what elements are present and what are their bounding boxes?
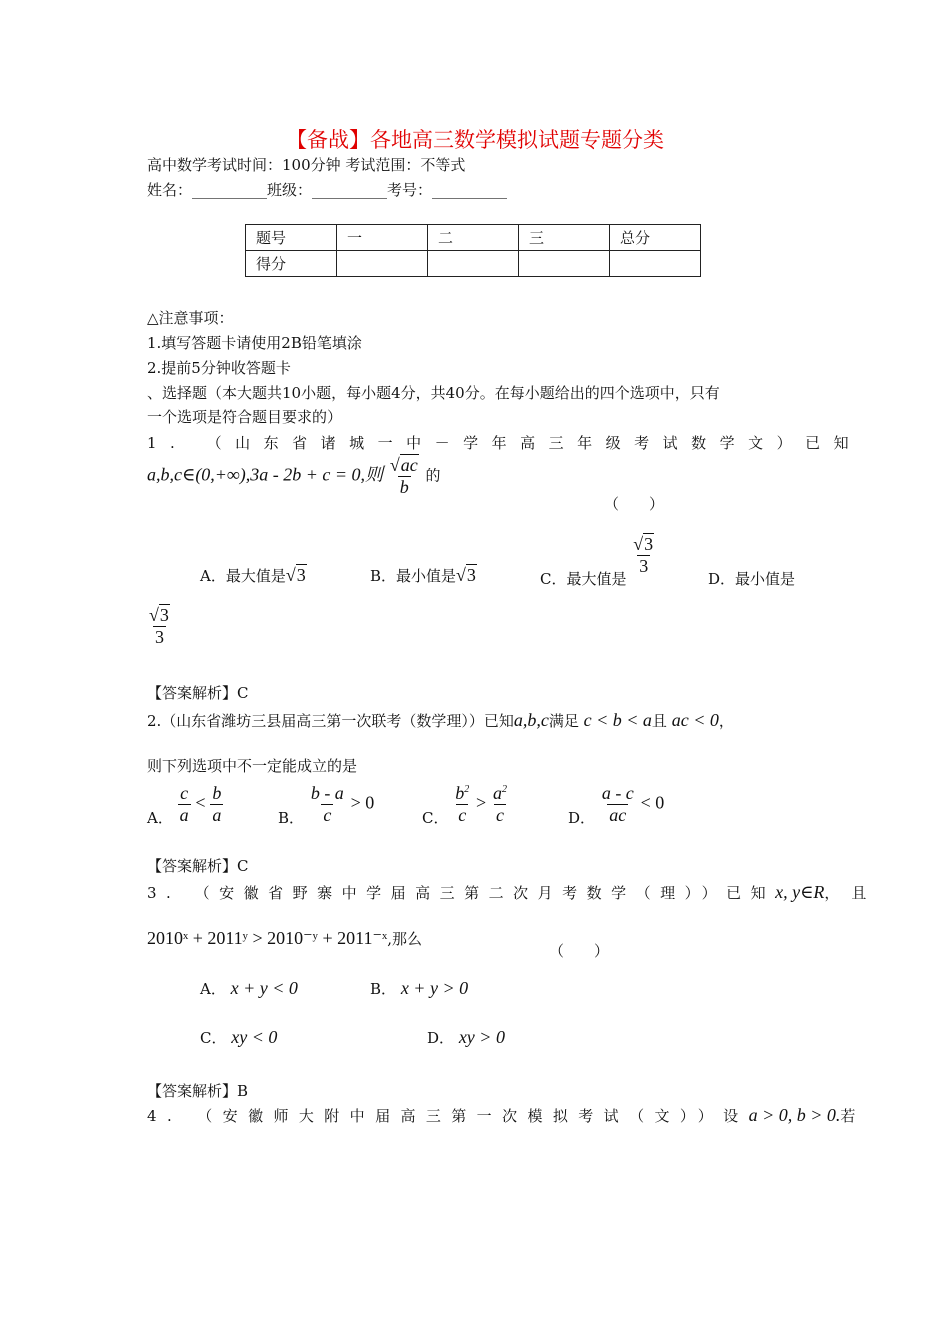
page-title: 【备战】各地高三数学模拟试题专题分类: [286, 128, 664, 152]
q2-vars: a,b,c: [513, 710, 549, 730]
q3-option-d[interactable]: [427, 1027, 505, 1048]
q1-option-c-den: 3: [639, 556, 649, 576]
q1-answer: 【答案解析】C: [147, 684, 249, 702]
q2-c-right-exp: 2: [501, 784, 507, 795]
q2-b-num: b - a: [310, 783, 344, 803]
q2-a-left: [178, 783, 191, 826]
q2-a-left-den: a: [179, 805, 189, 825]
q2-option-d[interactable]: [568, 783, 664, 826]
q3-cond: x, y∈R: [775, 882, 825, 902]
q2-stem: [147, 710, 734, 731]
q3-option-a[interactable]: [200, 978, 298, 999]
q1-answer-bracket: （ ）: [604, 495, 665, 513]
q3-option-c-text: xy < 0: [231, 1027, 278, 1047]
score-input-cell[interactable]: [337, 251, 428, 277]
q1-option-c-value: $\frac{√3}{3}$: [633, 534, 654, 576]
q4-stem: [147, 1105, 855, 1126]
q4-header: 4. （安徽师大附中届高三第一次模拟考试（文））设: [147, 1107, 749, 1125]
score-table: [245, 224, 701, 277]
q1-option-d-den: 3: [154, 627, 164, 647]
q2-c-left-num: b: [455, 783, 465, 803]
q2-c-left-den: c: [458, 805, 467, 825]
q3-stem: [147, 882, 878, 903]
q1-option-c-radicand: 3: [644, 534, 654, 554]
q1-suffix: 的: [425, 466, 441, 485]
q1-option-a[interactable]: [200, 565, 307, 586]
q2-mid2: 且: [651, 712, 667, 730]
q2-d-frac: [600, 783, 636, 826]
q3-inequality: 2010ˣ + 2011ʸ > 2010⁻ʸ + 2011⁻ˣ: [147, 928, 388, 948]
q2-c-left: [453, 783, 471, 826]
score-header-cell: 一: [337, 225, 428, 251]
q3-option-a-text: x + y < 0: [230, 978, 298, 998]
note-item: 2.提前5分钟收答题卡: [147, 359, 291, 377]
score-table-header-row: [246, 225, 701, 251]
q3-option-d-text: xy > 0: [458, 1027, 505, 1047]
q2-option-d-label: D．: [568, 808, 596, 827]
q1-option-d-label: D．最小值是: [708, 570, 796, 588]
q2-a-right-num: b: [212, 783, 222, 803]
score-header-cell: 三: [519, 225, 610, 251]
score-input-cell[interactable]: [428, 251, 519, 277]
q1-option-d[interactable]: [708, 568, 795, 589]
q1-option-d-frac: $\frac{√3}{3}$: [149, 605, 169, 647]
q1-stem: [147, 455, 441, 498]
q4-tail: 若: [840, 1107, 856, 1125]
q2-a-left-num: c: [180, 783, 189, 803]
q2-option-b-label: B．: [278, 808, 305, 827]
q3-option-b-label: B．: [370, 980, 397, 998]
q2-tail: ，: [718, 712, 734, 730]
q1-option-b-radicand: 3: [466, 565, 476, 585]
q4-cond: a > 0, b > 0.: [748, 1105, 841, 1125]
q1-option-d-radicand: 3: [159, 605, 169, 625]
q3-ineq-line: [147, 928, 422, 949]
q2-d-num: a - c: [601, 783, 634, 803]
q1-frac-num: ac: [400, 455, 418, 475]
q3-then: ,那么: [387, 930, 422, 948]
q2-c-right-num: a: [492, 783, 502, 803]
score-header-cell: 题号: [246, 225, 337, 251]
q2-c-right: [491, 783, 509, 826]
q3-header: 3. （安徽省野寨中学届高三第二次月考数学（理））已知: [147, 884, 776, 902]
score-table-row: [246, 251, 701, 277]
q1-option-b-label: B．最小值是: [370, 567, 457, 585]
q2-stem-cont: 则下列选项中不一定能成立的是: [147, 757, 358, 775]
q3-option-c[interactable]: [200, 1027, 277, 1048]
q2-option-a[interactable]: [147, 783, 223, 826]
q3-option-b[interactable]: [370, 978, 468, 999]
q2-option-c[interactable]: [422, 783, 509, 826]
q2-a-right: [210, 783, 223, 826]
q2-a-right-den: a: [212, 805, 222, 825]
q1-fraction: $\frac{√ac}{b}$: [389, 455, 418, 497]
q2-cond1: c < b < a: [583, 710, 652, 730]
score-input-cell[interactable]: [610, 251, 701, 277]
q3-answer: 【答案解析】B: [147, 1082, 249, 1100]
student-info-line: 姓名：__________班级：__________考号：__________: [147, 181, 508, 199]
score-input-cell[interactable]: [519, 251, 610, 277]
q3-option-d-label: D．: [427, 1029, 455, 1047]
section-instructions: 、选择题（本大题共10小题，每小题4分，共40分。在每小题给出的四个选项中，只有: [147, 384, 720, 402]
q2-a-op: <: [195, 792, 206, 813]
note-item: 1.填写答题卡请使用2B铅笔填涂: [147, 334, 362, 352]
section-instructions-cont: 一个选项是符合题目要求的）: [147, 408, 343, 426]
sqrt-icon: √3: [456, 565, 476, 585]
q2-d-rhs: < 0: [640, 792, 665, 813]
q2-answer: 【答案解析】C: [147, 857, 249, 875]
q3-option-c-label: C．: [200, 1029, 227, 1047]
q2-c-right-den: c: [495, 805, 504, 825]
q2-b-frac: [309, 783, 346, 826]
q2-b-den: c: [323, 805, 332, 825]
q1-option-b[interactable]: [370, 565, 477, 586]
q1-condition: a,b,c∈(0,+∞),3a - 2b + c = 0,则: [147, 464, 384, 485]
q1-option-a-label: A．最大值是: [200, 567, 286, 585]
q2-b-rhs: > 0: [350, 792, 375, 813]
q2-option-c-label: C．: [422, 808, 449, 827]
q2-mid1: 满足: [548, 712, 579, 730]
q2-cond2: ac < 0: [671, 710, 719, 730]
q2-c-left-exp: 2: [464, 784, 470, 795]
q3-answer-bracket: （ ）: [549, 942, 610, 960]
q1-option-d-value: [147, 605, 172, 648]
q2-option-a-label: A．: [147, 808, 173, 827]
q3-option-b-text: x + y > 0: [400, 978, 469, 998]
notes-title: △注意事项：: [147, 309, 234, 327]
q1-header: 1. （山东省诸城一中－学年高三年级考试数学文）已知: [147, 434, 863, 452]
q2-c-op: >: [476, 792, 487, 813]
score-header-cell: 二: [428, 225, 519, 251]
q2-header: 2.（山东省潍坊三县届高三第一次联考（数学理））已知: [147, 712, 514, 730]
q3-option-a-label: A．: [200, 980, 226, 998]
q2-d-den: ac: [609, 805, 627, 825]
q1-frac-den: b: [399, 477, 409, 497]
score-header-cell: 总分: [610, 225, 701, 251]
q1-option-c-label: C．最大值是: [540, 570, 627, 588]
exam-info: 高中数学考试时间：100分钟 考试范围：不等式: [147, 156, 466, 174]
q2-option-b[interactable]: [278, 783, 374, 826]
score-row-label: 得分: [246, 251, 337, 277]
q1-option-c[interactable]: [540, 534, 656, 588]
q1-option-a-radicand: 3: [296, 565, 306, 585]
sqrt-icon: √3: [285, 565, 306, 585]
q3-tail: ，且: [824, 884, 879, 902]
